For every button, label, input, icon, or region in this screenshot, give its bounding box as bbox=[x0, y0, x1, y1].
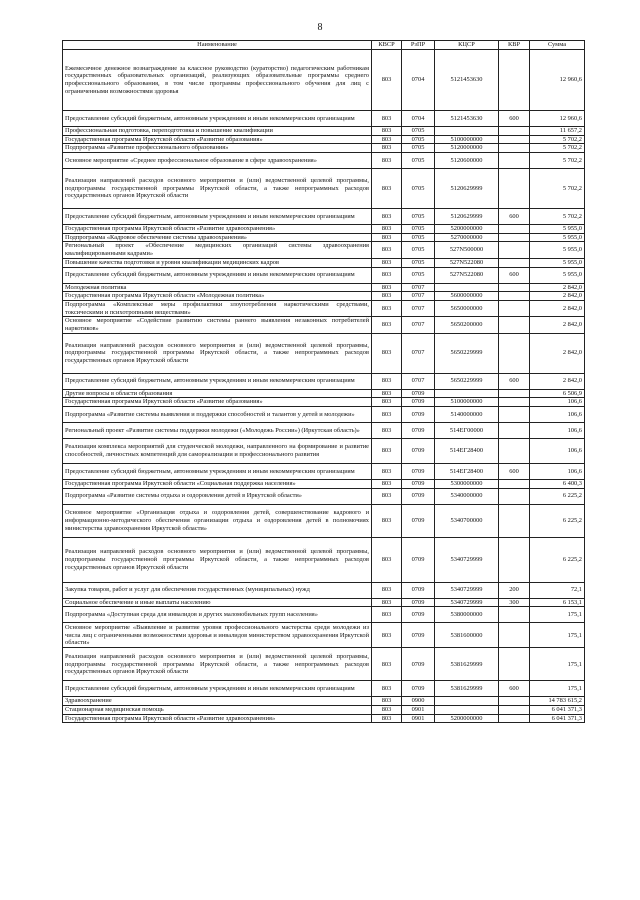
cell-kvsr: 803 bbox=[372, 607, 402, 623]
cell-kcsr: 5120600000 bbox=[435, 153, 499, 169]
header-kcsr: КЦСР bbox=[435, 41, 499, 50]
cell-kvr bbox=[499, 333, 530, 373]
table-row bbox=[63, 398, 585, 407]
table-row bbox=[63, 209, 585, 225]
cell-name: Ежемесячное денежное вознаграждение за классное руководство (кураторство) педагогическим работникам государственных образовательных организаций, реализующих образовательные программы среднего профессионального образования, в том числе программы профессионального обучения для лиц с ограниченными возможностями здоровья bbox=[63, 50, 372, 111]
table-row bbox=[63, 127, 585, 136]
table-row bbox=[63, 50, 585, 111]
table-row bbox=[63, 242, 585, 258]
cell-rzpr: 0705 bbox=[402, 144, 435, 153]
cell-kcsr: 5300000000 bbox=[435, 480, 499, 489]
cell-sum: 5 702,2 bbox=[530, 144, 585, 153]
cell-rzpr: 0900 bbox=[402, 697, 435, 706]
cell-kcsr: 527N500000 bbox=[435, 242, 499, 258]
cell-kvsr: 803 bbox=[372, 389, 402, 398]
cell-sum: 2 842,0 bbox=[530, 333, 585, 373]
cell-sum: 12 960,6 bbox=[530, 111, 585, 127]
cell-name: Предоставление субсидий бюджетным, автономным учреждениям и иным некоммерческим организациям bbox=[63, 464, 372, 480]
cell-name: Государственная программа Иркутской области «Развитие здравоохранения» bbox=[63, 714, 372, 723]
cell-kvsr: 803 bbox=[372, 242, 402, 258]
cell-kcsr: 5340729999 bbox=[435, 537, 499, 582]
cell-kvsr: 803 bbox=[372, 283, 402, 292]
cell-sum: 175,1 bbox=[530, 623, 585, 648]
cell-kcsr: 5120629999 bbox=[435, 209, 499, 225]
cell-kcsr: 5200000000 bbox=[435, 225, 499, 234]
cell-name: Подпрограмма «Доступная среда для инвалидов и других маломобильных групп населения» bbox=[63, 607, 372, 623]
cell-kvsr: 803 bbox=[372, 127, 402, 136]
table-header-row bbox=[63, 41, 585, 50]
cell-rzpr: 0707 bbox=[402, 333, 435, 373]
cell-kcsr: 5340700000 bbox=[435, 504, 499, 537]
cell-rzpr: 0705 bbox=[402, 169, 435, 209]
table-row bbox=[63, 714, 585, 723]
cell-kvsr: 803 bbox=[372, 267, 402, 283]
cell-kvr bbox=[499, 407, 530, 423]
cell-kcsr: 5381629999 bbox=[435, 681, 499, 697]
cell-rzpr: 0705 bbox=[402, 209, 435, 225]
cell-kcsr: 5140000000 bbox=[435, 407, 499, 423]
cell-kcsr: 5381600000 bbox=[435, 623, 499, 648]
cell-rzpr: 0705 bbox=[402, 233, 435, 242]
cell-rzpr: 0901 bbox=[402, 714, 435, 723]
cell-name: Государственная программа Иркутской области «Развитие образования» bbox=[63, 398, 372, 407]
cell-kvsr: 803 bbox=[372, 423, 402, 439]
cell-kcsr: 5270000000 bbox=[435, 233, 499, 242]
cell-sum: 2 842,0 bbox=[530, 317, 585, 333]
cell-name: Государственная программа Иркутской области «Социальная поддержка населения» bbox=[63, 480, 372, 489]
table-row bbox=[63, 153, 585, 169]
cell-kvsr: 803 bbox=[372, 598, 402, 607]
cell-kvsr: 803 bbox=[372, 648, 402, 681]
cell-kcsr bbox=[435, 127, 499, 136]
cell-kcsr: 5650229999 bbox=[435, 333, 499, 373]
cell-rzpr: 0709 bbox=[402, 439, 435, 464]
cell-sum: 6 225,2 bbox=[530, 488, 585, 504]
cell-kcsr bbox=[435, 283, 499, 292]
cell-kvr bbox=[499, 488, 530, 504]
cell-sum: 6 400,3 bbox=[530, 480, 585, 489]
cell-sum: 175,1 bbox=[530, 648, 585, 681]
cell-sum: 5 955,0 bbox=[530, 225, 585, 234]
cell-name: Подпрограмма «Развитие профессионального образования» bbox=[63, 144, 372, 153]
header-rzpr: РзПР bbox=[402, 41, 435, 50]
header-name: Наименование bbox=[63, 41, 372, 50]
cell-kvr bbox=[499, 697, 530, 706]
cell-kvr: 600 bbox=[499, 267, 530, 283]
cell-rzpr: 0709 bbox=[402, 623, 435, 648]
cell-rzpr: 0709 bbox=[402, 464, 435, 480]
cell-sum: 72,1 bbox=[530, 582, 585, 598]
cell-kvr bbox=[499, 706, 530, 715]
cell-kvr bbox=[499, 233, 530, 242]
cell-kcsr: 5120629999 bbox=[435, 169, 499, 209]
cell-kcsr: 527N522080 bbox=[435, 258, 499, 267]
cell-sum: 5 702,2 bbox=[530, 169, 585, 209]
cell-kcsr: 527N522080 bbox=[435, 267, 499, 283]
table-row bbox=[63, 407, 585, 423]
cell-kvsr: 803 bbox=[372, 488, 402, 504]
cell-sum: 6 041 371,3 bbox=[530, 706, 585, 715]
cell-kvsr: 803 bbox=[372, 582, 402, 598]
cell-rzpr: 0705 bbox=[402, 258, 435, 267]
cell-sum: 2 842,0 bbox=[530, 292, 585, 301]
cell-name: Подпрограмма «Развитие системы выявления и поддержки способностей и талантов у детей и молодежи» bbox=[63, 407, 372, 423]
table-row bbox=[63, 439, 585, 464]
cell-name: Социальное обеспечение и иные выплаты населению bbox=[63, 598, 372, 607]
budget-table bbox=[62, 40, 585, 723]
cell-kvr: 600 bbox=[499, 464, 530, 480]
cell-kvr bbox=[499, 607, 530, 623]
cell-sum: 5 702,2 bbox=[530, 153, 585, 169]
cell-sum: 5 702,2 bbox=[530, 135, 585, 144]
cell-kvsr: 803 bbox=[372, 258, 402, 267]
cell-rzpr: 0709 bbox=[402, 389, 435, 398]
cell-kcsr bbox=[435, 697, 499, 706]
table-row bbox=[63, 648, 585, 681]
cell-sum: 6 225,2 bbox=[530, 537, 585, 582]
cell-sum: 5 955,0 bbox=[530, 242, 585, 258]
cell-name: Предоставление субсидий бюджетным, автономным учреждениям и иным некоммерческим организациям bbox=[63, 681, 372, 697]
cell-rzpr: 0709 bbox=[402, 407, 435, 423]
cell-kvsr: 803 bbox=[372, 333, 402, 373]
cell-kvsr: 803 bbox=[372, 50, 402, 111]
cell-name: Профессиональная подготовка, переподготовка и повышение квалификации bbox=[63, 127, 372, 136]
cell-kvsr: 803 bbox=[372, 225, 402, 234]
cell-sum: 14 783 615,2 bbox=[530, 697, 585, 706]
cell-sum: 106,6 bbox=[530, 423, 585, 439]
cell-kvsr: 803 bbox=[372, 439, 402, 464]
cell-name: Предоставление субсидий бюджетным, автономным учреждениям и иным некоммерческим организациям bbox=[63, 111, 372, 127]
cell-sum: 106,6 bbox=[530, 407, 585, 423]
cell-rzpr: 0709 bbox=[402, 488, 435, 504]
cell-kvsr: 803 bbox=[372, 317, 402, 333]
cell-rzpr: 0707 bbox=[402, 292, 435, 301]
table-row bbox=[63, 706, 585, 715]
cell-sum: 12 960,6 bbox=[530, 50, 585, 111]
cell-rzpr: 0709 bbox=[402, 504, 435, 537]
table-row bbox=[63, 111, 585, 127]
header-kvsr: КВСР bbox=[372, 41, 402, 50]
cell-kvsr: 803 bbox=[372, 504, 402, 537]
cell-kvsr: 803 bbox=[372, 144, 402, 153]
cell-kvr bbox=[499, 480, 530, 489]
cell-name: Государственная программа Иркутской области «Молодежная политика» bbox=[63, 292, 372, 301]
cell-sum: 6 506,9 bbox=[530, 389, 585, 398]
table-row bbox=[63, 389, 585, 398]
cell-kvsr: 803 bbox=[372, 300, 402, 316]
table-row bbox=[63, 607, 585, 623]
cell-sum: 6 041 371,3 bbox=[530, 714, 585, 723]
cell-kcsr: 5381629999 bbox=[435, 648, 499, 681]
cell-kvr bbox=[499, 283, 530, 292]
cell-kvsr: 803 bbox=[372, 623, 402, 648]
cell-sum: 6 153,1 bbox=[530, 598, 585, 607]
cell-name: Предоставление субсидий бюджетным, автономным учреждениям и иным некоммерческим организациям bbox=[63, 267, 372, 283]
table-row bbox=[63, 488, 585, 504]
cell-name: Реализация направлений расходов основного мероприятия и (или) ведомственной целевой программы, подпрограммы государственной программы Иркутской области, а также непрограммных расходов государственных органов Иркутской области bbox=[63, 648, 372, 681]
cell-kvsr: 803 bbox=[372, 398, 402, 407]
cell-name: Закупка товаров, работ и услуг для обеспечения государственных (муниципальных) нужд bbox=[63, 582, 372, 598]
cell-name: Подпрограмма «Развитие системы отдыха и оздоровления детей в Иркутской области» bbox=[63, 488, 372, 504]
cell-kvsr: 803 bbox=[372, 209, 402, 225]
cell-sum: 106,6 bbox=[530, 398, 585, 407]
table-row bbox=[63, 169, 585, 209]
cell-kvsr: 803 bbox=[372, 153, 402, 169]
cell-sum: 5 955,0 bbox=[530, 267, 585, 283]
cell-kcsr: 5650200000 bbox=[435, 317, 499, 333]
cell-rzpr: 0705 bbox=[402, 267, 435, 283]
cell-kvr: 600 bbox=[499, 209, 530, 225]
cell-rzpr: 0704 bbox=[402, 111, 435, 127]
cell-rzpr: 0707 bbox=[402, 283, 435, 292]
cell-kvr bbox=[499, 439, 530, 464]
table-row bbox=[63, 423, 585, 439]
cell-rzpr: 0705 bbox=[402, 153, 435, 169]
cell-name: Основное мероприятие «Среднее профессиональное образование в сфере здравоохранения» bbox=[63, 153, 372, 169]
cell-kvr bbox=[499, 127, 530, 136]
cell-name: Реализация комплекса мероприятий для студенческой молодежи, направленного на формирование и развитие способностей, личностных компетенций для самореализации и профессионального развития bbox=[63, 439, 372, 464]
cell-name: Реализация направлений расходов основного мероприятия и (или) ведомственной целевой программы, подпрограммы государственной программы Иркутской области, а также непрограммных расходов государственных органов Иркутской области bbox=[63, 537, 372, 582]
cell-kvr bbox=[499, 423, 530, 439]
cell-sum: 175,1 bbox=[530, 681, 585, 697]
table-row bbox=[63, 292, 585, 301]
cell-name: Государственная программа Иркутской области «Развитие здравоохранения» bbox=[63, 225, 372, 234]
cell-rzpr: 0707 bbox=[402, 300, 435, 316]
cell-kcsr: 5100000000 bbox=[435, 398, 499, 407]
cell-name: Предоставление субсидий бюджетным, автономным учреждениям и иным некоммерческим организациям bbox=[63, 373, 372, 389]
cell-kcsr: 5380000000 bbox=[435, 607, 499, 623]
cell-name: Основное мероприятие «Выявление и развитие уровня профессионального мастерства среди молодежи из числа лиц с ограниченными возможностями здоровья и инвалидов министерством здравоохранения Иркутской области» bbox=[63, 623, 372, 648]
cell-kcsr: 5120000000 bbox=[435, 144, 499, 153]
cell-kvsr: 803 bbox=[372, 373, 402, 389]
cell-rzpr: 0709 bbox=[402, 648, 435, 681]
cell-kvsr: 803 bbox=[372, 292, 402, 301]
cell-kvr bbox=[499, 153, 530, 169]
cell-sum: 5 955,0 bbox=[530, 258, 585, 267]
cell-kvsr: 803 bbox=[372, 407, 402, 423]
cell-sum: 11 657,2 bbox=[530, 127, 585, 136]
cell-name: Другие вопросы в области образования bbox=[63, 389, 372, 398]
cell-kvr bbox=[499, 648, 530, 681]
table-row bbox=[63, 317, 585, 333]
cell-rzpr: 0705 bbox=[402, 135, 435, 144]
cell-rzpr: 0707 bbox=[402, 317, 435, 333]
page-number: 8 bbox=[317, 22, 323, 33]
cell-kvr bbox=[499, 389, 530, 398]
cell-kvr: 600 bbox=[499, 111, 530, 127]
cell-kvsr: 803 bbox=[372, 233, 402, 242]
cell-name: Подпрограмма «Комплексные меры профилактики злоупотребления наркотическими средствами, токсическими и психотропными веществами» bbox=[63, 300, 372, 316]
table-row bbox=[63, 537, 585, 582]
cell-kvr bbox=[499, 537, 530, 582]
cell-rzpr: 0704 bbox=[402, 50, 435, 111]
cell-rzpr: 0709 bbox=[402, 480, 435, 489]
cell-rzpr: 0709 bbox=[402, 598, 435, 607]
table-row bbox=[63, 267, 585, 283]
cell-kcsr: 5650229999 bbox=[435, 373, 499, 389]
table-row bbox=[63, 504, 585, 537]
cell-name: Подпрограмма «Кадровое обеспечение системы здравоохранения» bbox=[63, 233, 372, 242]
cell-kcsr: 514ЕГ28400 bbox=[435, 439, 499, 464]
cell-rzpr: 0709 bbox=[402, 607, 435, 623]
cell-sum: 106,6 bbox=[530, 439, 585, 464]
cell-kvr bbox=[499, 398, 530, 407]
cell-kcsr bbox=[435, 389, 499, 398]
cell-name: Государственная программа Иркутской области «Развитие образования» bbox=[63, 135, 372, 144]
cell-kvr: 600 bbox=[499, 681, 530, 697]
table-row bbox=[63, 480, 585, 489]
cell-kvsr: 803 bbox=[372, 464, 402, 480]
cell-kvr bbox=[499, 623, 530, 648]
cell-name: Здравоохранение bbox=[63, 697, 372, 706]
cell-kvsr: 803 bbox=[372, 714, 402, 723]
cell-kcsr: 5100000000 bbox=[435, 135, 499, 144]
table-row bbox=[63, 283, 585, 292]
cell-name: Предоставление субсидий бюджетным, автономным учреждениям и иным некоммерческим организациям bbox=[63, 209, 372, 225]
cell-kvsr: 803 bbox=[372, 111, 402, 127]
cell-kvr: 300 bbox=[499, 598, 530, 607]
cell-kvr bbox=[499, 225, 530, 234]
cell-kcsr: 5340729999 bbox=[435, 582, 499, 598]
cell-kvsr: 803 bbox=[372, 169, 402, 209]
cell-rzpr: 0709 bbox=[402, 582, 435, 598]
cell-rzpr: 0709 bbox=[402, 537, 435, 582]
cell-sum: 5 702,2 bbox=[530, 209, 585, 225]
cell-name: Стационарная медицинская помощь bbox=[63, 706, 372, 715]
cell-kvsr: 803 bbox=[372, 135, 402, 144]
cell-kvr bbox=[499, 714, 530, 723]
cell-kvr bbox=[499, 292, 530, 301]
cell-kcsr: 5121453630 bbox=[435, 111, 499, 127]
cell-rzpr: 0901 bbox=[402, 706, 435, 715]
cell-kcsr: 5340000000 bbox=[435, 488, 499, 504]
cell-kcsr: 5200000000 bbox=[435, 714, 499, 723]
cell-kcsr: 5600000000 bbox=[435, 292, 499, 301]
table-row bbox=[63, 144, 585, 153]
cell-kvr: 600 bbox=[499, 373, 530, 389]
cell-rzpr: 0705 bbox=[402, 242, 435, 258]
cell-sum: 2 842,0 bbox=[530, 373, 585, 389]
header-kvr: КВР bbox=[499, 41, 530, 50]
cell-rzpr: 0705 bbox=[402, 127, 435, 136]
cell-rzpr: 0709 bbox=[402, 423, 435, 439]
cell-name: Региональный проект «Развитие системы поддержки молодежи («Молодежь России») (Иркутская область)» bbox=[63, 423, 372, 439]
cell-kcsr: 514ЕГ00000 bbox=[435, 423, 499, 439]
cell-kcsr: 514ЕГ28400 bbox=[435, 464, 499, 480]
cell-kcsr: 5121453630 bbox=[435, 50, 499, 111]
cell-kcsr bbox=[435, 706, 499, 715]
cell-kvsr: 803 bbox=[372, 537, 402, 582]
cell-sum: 5 955,0 bbox=[530, 233, 585, 242]
cell-kvr bbox=[499, 242, 530, 258]
cell-name: Молодежная политика bbox=[63, 283, 372, 292]
table-row bbox=[63, 464, 585, 480]
cell-sum: 2 842,0 bbox=[530, 300, 585, 316]
table-row bbox=[63, 333, 585, 373]
cell-name: Повышение качества подготовки и уровня квалификации медицинских кадров bbox=[63, 258, 372, 267]
table-row bbox=[63, 225, 585, 234]
cell-kvr bbox=[499, 169, 530, 209]
table-row bbox=[63, 598, 585, 607]
cell-name: Реализация направлений расходов основного мероприятия и (или) ведомственной целевой программы, подпрограммы государственной программы Иркутской области, а также непрограммных расходов государственных органов Иркутской области bbox=[63, 169, 372, 209]
table-row bbox=[63, 135, 585, 144]
cell-rzpr: 0705 bbox=[402, 225, 435, 234]
cell-kvr bbox=[499, 300, 530, 316]
table-row bbox=[63, 697, 585, 706]
cell-name: Основное мероприятие «Содействие развитию системы раннего выявления незаконных потребителей наркотиков» bbox=[63, 317, 372, 333]
cell-sum: 106,6 bbox=[530, 464, 585, 480]
cell-kcsr: 5650000000 bbox=[435, 300, 499, 316]
cell-kvr bbox=[499, 144, 530, 153]
table-row bbox=[63, 623, 585, 648]
cell-name: Основное мероприятие «Организация отдыха и оздоровления детей, совершенствование кадрового и информационно-методического обеспечения организации отдыха и оздоровления детей в полномочиях министерства здравоохранения Иркутской области» bbox=[63, 504, 372, 537]
cell-kvsr: 803 bbox=[372, 706, 402, 715]
table-row bbox=[63, 681, 585, 697]
cell-kvsr: 803 bbox=[372, 681, 402, 697]
table-row bbox=[63, 373, 585, 389]
cell-name: Реализация направлений расходов основного мероприятия и (или) ведомственной целевой программы, подпрограммы государственной программы Иркутской области, а также непрограммных расходов государственных органов Иркутской области bbox=[63, 333, 372, 373]
cell-kcsr: 5340729999 bbox=[435, 598, 499, 607]
cell-kvr bbox=[499, 258, 530, 267]
cell-kvr: 200 bbox=[499, 582, 530, 598]
header-sum: Сумма bbox=[530, 41, 585, 50]
cell-rzpr: 0709 bbox=[402, 398, 435, 407]
cell-rzpr: 0709 bbox=[402, 681, 435, 697]
cell-rzpr: 0707 bbox=[402, 373, 435, 389]
cell-kvsr: 803 bbox=[372, 480, 402, 489]
cell-kvr bbox=[499, 504, 530, 537]
cell-sum: 6 225,2 bbox=[530, 504, 585, 537]
cell-kvr bbox=[499, 317, 530, 333]
cell-kvsr: 803 bbox=[372, 697, 402, 706]
table-row bbox=[63, 258, 585, 267]
table-row bbox=[63, 300, 585, 316]
cell-sum: 2 842,0 bbox=[530, 283, 585, 292]
cell-sum: 175,1 bbox=[530, 607, 585, 623]
table-row bbox=[63, 582, 585, 598]
cell-name: Региональный проект «Обеспечение медицинских организаций системы здравоохранения квалифицированными кадрами» bbox=[63, 242, 372, 258]
cell-kvr bbox=[499, 50, 530, 111]
table-row bbox=[63, 233, 585, 242]
cell-kvr bbox=[499, 135, 530, 144]
